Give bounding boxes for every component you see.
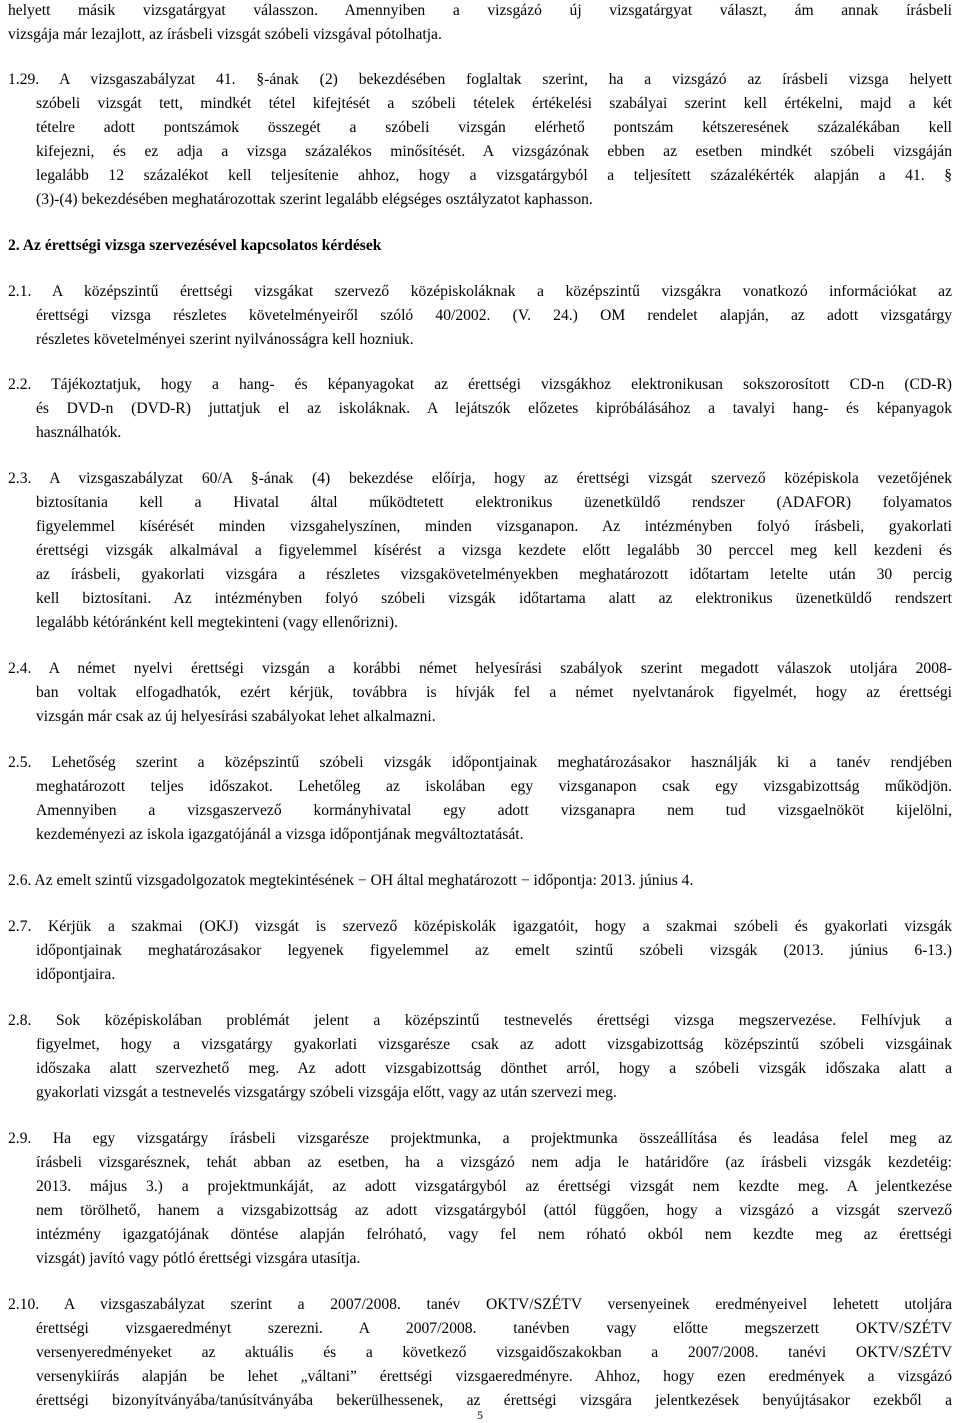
text-line-content: 2013. május 3.) a projektmunkáját, az adott vizsgatárgyból az érettségi vizsgát nem kezdte meg. A jelentkezése (36, 1178, 952, 1195)
text-line-content: intézmény igazgatójának döntése alapján felróható, vagy fel nem róható okból nem kezdte meg az érettségi (36, 1226, 952, 1243)
text-line-content: 2.5. Lehetőség szerint a középszintű szóbeli vizsgák időpontjainak meghatározásakor használják ki a tanév rendjében (8, 754, 952, 771)
text-line-content: időszaka alatt szervezhető meg. Az adott vizsgabizottság dönthet arról, hogy a szóbeli vizsgák időszaka alatt a (36, 1060, 952, 1077)
text-line-content: ban voltak elfogadhatók, ezért kérjük, továbbra is hívják fel a német nyelvtanárok figyelmét, hogy az érettségi (36, 684, 952, 701)
text-line-content: 2.7. Kérjük a szakmai (OKJ) vizsgát is szervező középiskolák igazgatóit, hogy a szakmai szóbeli és gyakorlati vizsgák (8, 918, 952, 935)
text-line-content: tételre adott pontszámok összegét a szóbeli vizsgán elérhető pontszám kétszeresének százalékában kell (36, 119, 952, 136)
text-line-content: legalább 12 százalékot kell teljesítenie ahhoz, hogy a vizsgatárgyból a teljesített százalékérték alapján a 41. § (36, 167, 952, 184)
text-line-content: 1.29. A vizsgaszabályzat 41. §-ának (2) bekezdésében foglaltak szerint, ha a vizsgázó az írásbeli vizsga helyett (8, 71, 952, 88)
text-line-content: részletes követelményei szerint nyilvánosságra kell hozniuk. (36, 331, 414, 348)
text-line-content: 2.2. Tájékoztatjuk, hogy a hang- és képanyagokat az érettségi vizsgákhoz elektronikusan sokszorosított CD-n (CD-R) (8, 376, 952, 393)
text-line-content: gyakorlati vizsgát a testnevelés vizsgatárgy szóbeli vizsgája előtt, vagy az után szervezi meg. (36, 1084, 617, 1101)
text-line-content: (3)-(4) bekezdésében meghatározottak szerint legalább elégséges osztályzatot kaphasson. (36, 191, 593, 208)
text-line-content: helyett másik vizsgatárgyat válasszon. Amennyiben a vizsgázó új vizsgatárgyat választ, ám annak írásbeli (8, 2, 952, 19)
text-line-content: időpontjaira. (36, 966, 116, 983)
text-line-content: biztosítania kell a Hivatal által működtetett elektronikus üzenetküldő rendszer (ADAFOR) folyamatos (36, 494, 952, 511)
text-line-content: 2. Az érettségi vizsga szervezésével kapcsolatos kérdések (8, 237, 382, 254)
text-line-content: időpontjainak meghatározásakor legyenek figyelemmel az emelt szintű szóbeli vizsgák (2013. június 6-13.) (36, 942, 952, 959)
text-line-content: 2.1. A középszintű érettségi vizsgákat szervező középiskoláknak a középszintű vizsgákra vonatkozó információkat az (8, 283, 952, 300)
text-line-content: 2.9. Ha egy vizsgatárgy írásbeli vizsgarésze projektmunka, a projektmunka összeállítása és leadása felel meg az (8, 1130, 952, 1147)
text-line-content: az írásbeli, gyakorlati vizsgára a részletes vizsgakövetelményekben meghatározott időtartam letelte után 30 percig (36, 566, 952, 583)
text-line-content: 2.10. A vizsgaszabályzat szerint a 2007/2008. tanév OKTV/SZÉTV versenyeinek eredményeivel lehetett utoljára (8, 1296, 952, 1313)
text-line-content: és DVD-n (DVD-R) juttatjuk el az iskoláknak. A lejátszók előzetes kipróbálásához a tavalyi hang- és képanyagok (36, 400, 952, 417)
text-line-content: versenykiírás alapján be lehet „váltani” érettségi vizsgaeredményre. Ahhoz, hogy ezen eredmények a vizsgázó (36, 1368, 952, 1385)
text-line-content: figyelemmel kísérését minden vizsgahelyszínen, minden vizsganapon. Az intézményben folyó írásbeli, gyakorlati (36, 518, 952, 535)
text-line-content: vizsgája már lezajlott, az írásbeli vizsgát szóbeli vizsgával pótolhatja. (8, 26, 442, 43)
text-line-content: érettségi vizsgaeredményt szerezni. A 2007/2008. tanévben vagy előtte megszerzett OKTV/SZÉTV (36, 1320, 952, 1337)
text-line-content: legalább kétóránként kell megtekinteni (vagy ellenőrizni). (36, 614, 398, 631)
text-line-content: kell biztosítani. Az intézményben folyó szóbeli vizsgák időtartama alatt az elektronikus üzenetküldő rendszert (36, 590, 952, 607)
text-line-content: érettségi vizsga részletes követelményeiről szóló 40/2002. (V. 24.) OM rendelet alapján, az adott vizsgatárgy (36, 307, 952, 324)
text-line-content: 2.3. A vizsgaszabályzat 60/A §-ának (4) bekezdése előírja, hogy az érettségi vizsgát szervező középiskola vezetőjének (8, 470, 952, 487)
text-line-content: versenyeredményeket az aktuális és a következő vizsgaidőszakokban a 2007/2008. tanévi OKTV/SZÉTV (36, 1344, 952, 1361)
text-line-content: figyelmet, hogy a vizsgatárgy gyakorlati vizsgarésze csak az adott vizsgabizottság középszintű szóbeli vizsgáinak (36, 1036, 952, 1053)
text-line-content: kifejezni, és ez adja a vizsga százalékos minősítését. A vizsgázónak ebben az esetben mindkét szóbeli vizsgáján (36, 143, 952, 160)
text-line-content: szóbeli vizsgát tett, mindkét tétel kifejtését a szóbeli tételek értékelési szabályai szerint kell értékelni, majd a két (36, 95, 952, 112)
text-line-content: Amennyiben a vizsgaszervező kormányhivatal egy adott vizsganapra nem tud vizsgaelnököt kijelölni, (36, 802, 952, 819)
text-line-content: nem törölhető, hanem a vizsgabizottság az adott vizsgatárgyból (attól függően, hogy a vizsgázó a vizsgát szervező (36, 1202, 952, 1219)
text-line-content: meghatározott teljes időszakot. Lehetőleg az iskolában egy vizsganapon csak egy vizsgabizottság működjön. (36, 778, 952, 795)
page-number: 5 (477, 1408, 483, 1422)
text-line-content: 2.4. A német nyelvi érettségi vizsgán a korábbi német helyesírási szabályok szerint megadott válaszok utoljára 2008- (8, 660, 952, 677)
text-line-content: kezdeményezi az iskola igazgatójánál a vizsga időpontjának megváltoztatását. (36, 826, 524, 843)
text-line-content: vizsgát) javító vagy pótló érettségi vizsgára utasítja. (36, 1250, 361, 1267)
text-line-content: vizsgán már csak az új helyesírási szabályokat lehet alkalmazni. (36, 708, 436, 725)
text-line-content: írásbeli vizsgarésznek, tehát abban az esetben, ha a vizsgázó nem adja le határidőre (az írásbeli vizsgák kezdetéig: (36, 1154, 952, 1171)
text-line-content: érettségi vizsgák alkalmával a figyelemmel kísérést a vizsga kezdete előtt legalább 30 perccel meg kell kezdeni és (36, 542, 952, 559)
text-line-content: érettségi bizonyítványába/tanúsítványába bekerülhessenek, az érettségi vizsgára jelentkezések benyújtásakor ezekből a (36, 1392, 952, 1409)
text-line-content: 2.6. Az emelt szintű vizsgadolgozatok megtekintésének − OH által meghatározott − időpontja: 2013. június 4. (8, 872, 694, 889)
text-line-content: 2.8. Sok középiskolában problémát jelent a középszintű testnevelés érettségi vizsga megszervezése. Felhívjuk a (8, 1012, 952, 1029)
text-line-content: használhatók. (36, 424, 122, 441)
